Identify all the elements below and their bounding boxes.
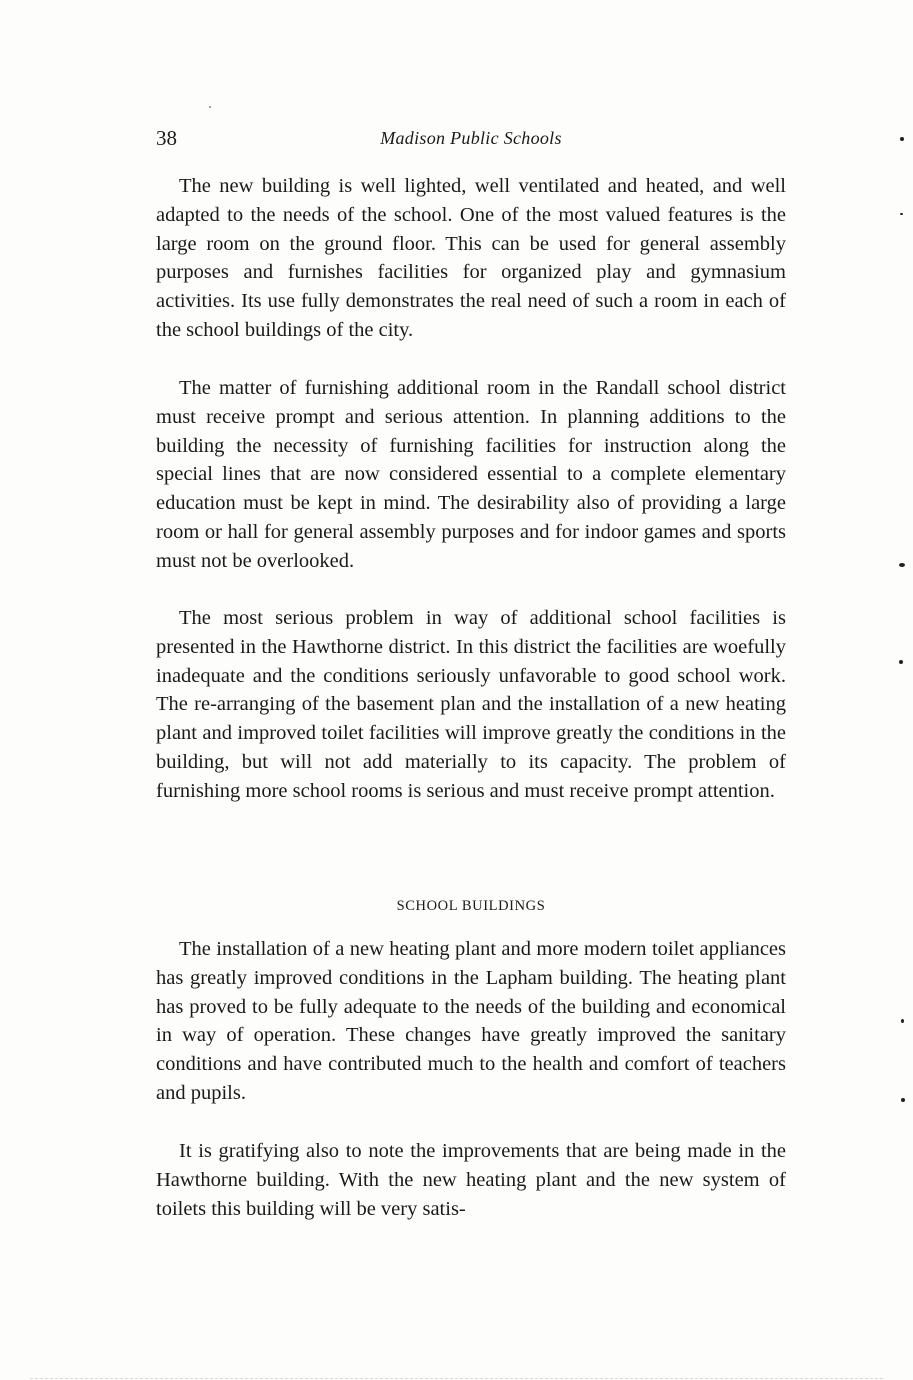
page-number: 38 — [156, 126, 177, 150]
paragraph-new-building: The new building is well lighted, well ventilated and heated, and well adapted to the needs of the school. One of the most valued features is the large room on the ground floor. This can be used for general assembly purposes and furnishes facilities for organized play and gymnasium activities. Its use fully demonstrates the real need of such a room in each of the school buildings of the city. — [156, 175, 786, 341]
paragraph-lapham-building: The installation of a new heating plant and more modern toilet appliances has greatly improved conditions in the Lapham building. The heating plant has proved to be fully adequate to the needs of the building and economical in way of operation. These changes have greatly improved the sanitary conditions and have contributed much to the health and comfort of teachers and pupils. — [156, 938, 786, 1104]
section-heading: SCHOOL BUILDINGS — [396, 898, 546, 914]
paragraph-randall-district: The matter of furnishing additional room in the Randall school district must receive prompt and serious attention. In planning additions to the building the necessity of furnishing facilities for instruction along the special lines that are now considered essential to a complete elementary education must be kept in mind. The desirability also of providing a large room or hall for general assembly purposes and for indoor games and sports must not be overlooked. — [156, 377, 786, 572]
scan-speck — [899, 563, 905, 567]
running-title: Madison Public Schools — [380, 128, 562, 148]
page-header — [156, 126, 786, 152]
scan-speck — [900, 137, 904, 141]
scan-speck — [901, 1019, 904, 1023]
paragraph-hawthorne-district: The most serious problem in way of additional school facilities is presented in the Hawthorne district. In this district the facilities are woefully inadequate and the conditions seriously unfavorable to good school work. The re-arranging of the basement plan and the installation of a new heating plant and improved toilet facilities will improve greatly the conditions in the building, but will not add materially to its capacity. The problem of furnishing more school rooms is serious and must receive prompt attention. — [156, 607, 786, 802]
scan-speck — [901, 1098, 905, 1102]
scan-speck — [900, 213, 903, 215]
scan-speck — [209, 106, 211, 108]
scan-speck — [899, 660, 903, 664]
paragraph-hawthorne-building: It is gratifying also to note the improvements that are being made in the Hawthorne building. With the new heating plant and the new system of toilets this building will be very satis- — [156, 1140, 786, 1220]
